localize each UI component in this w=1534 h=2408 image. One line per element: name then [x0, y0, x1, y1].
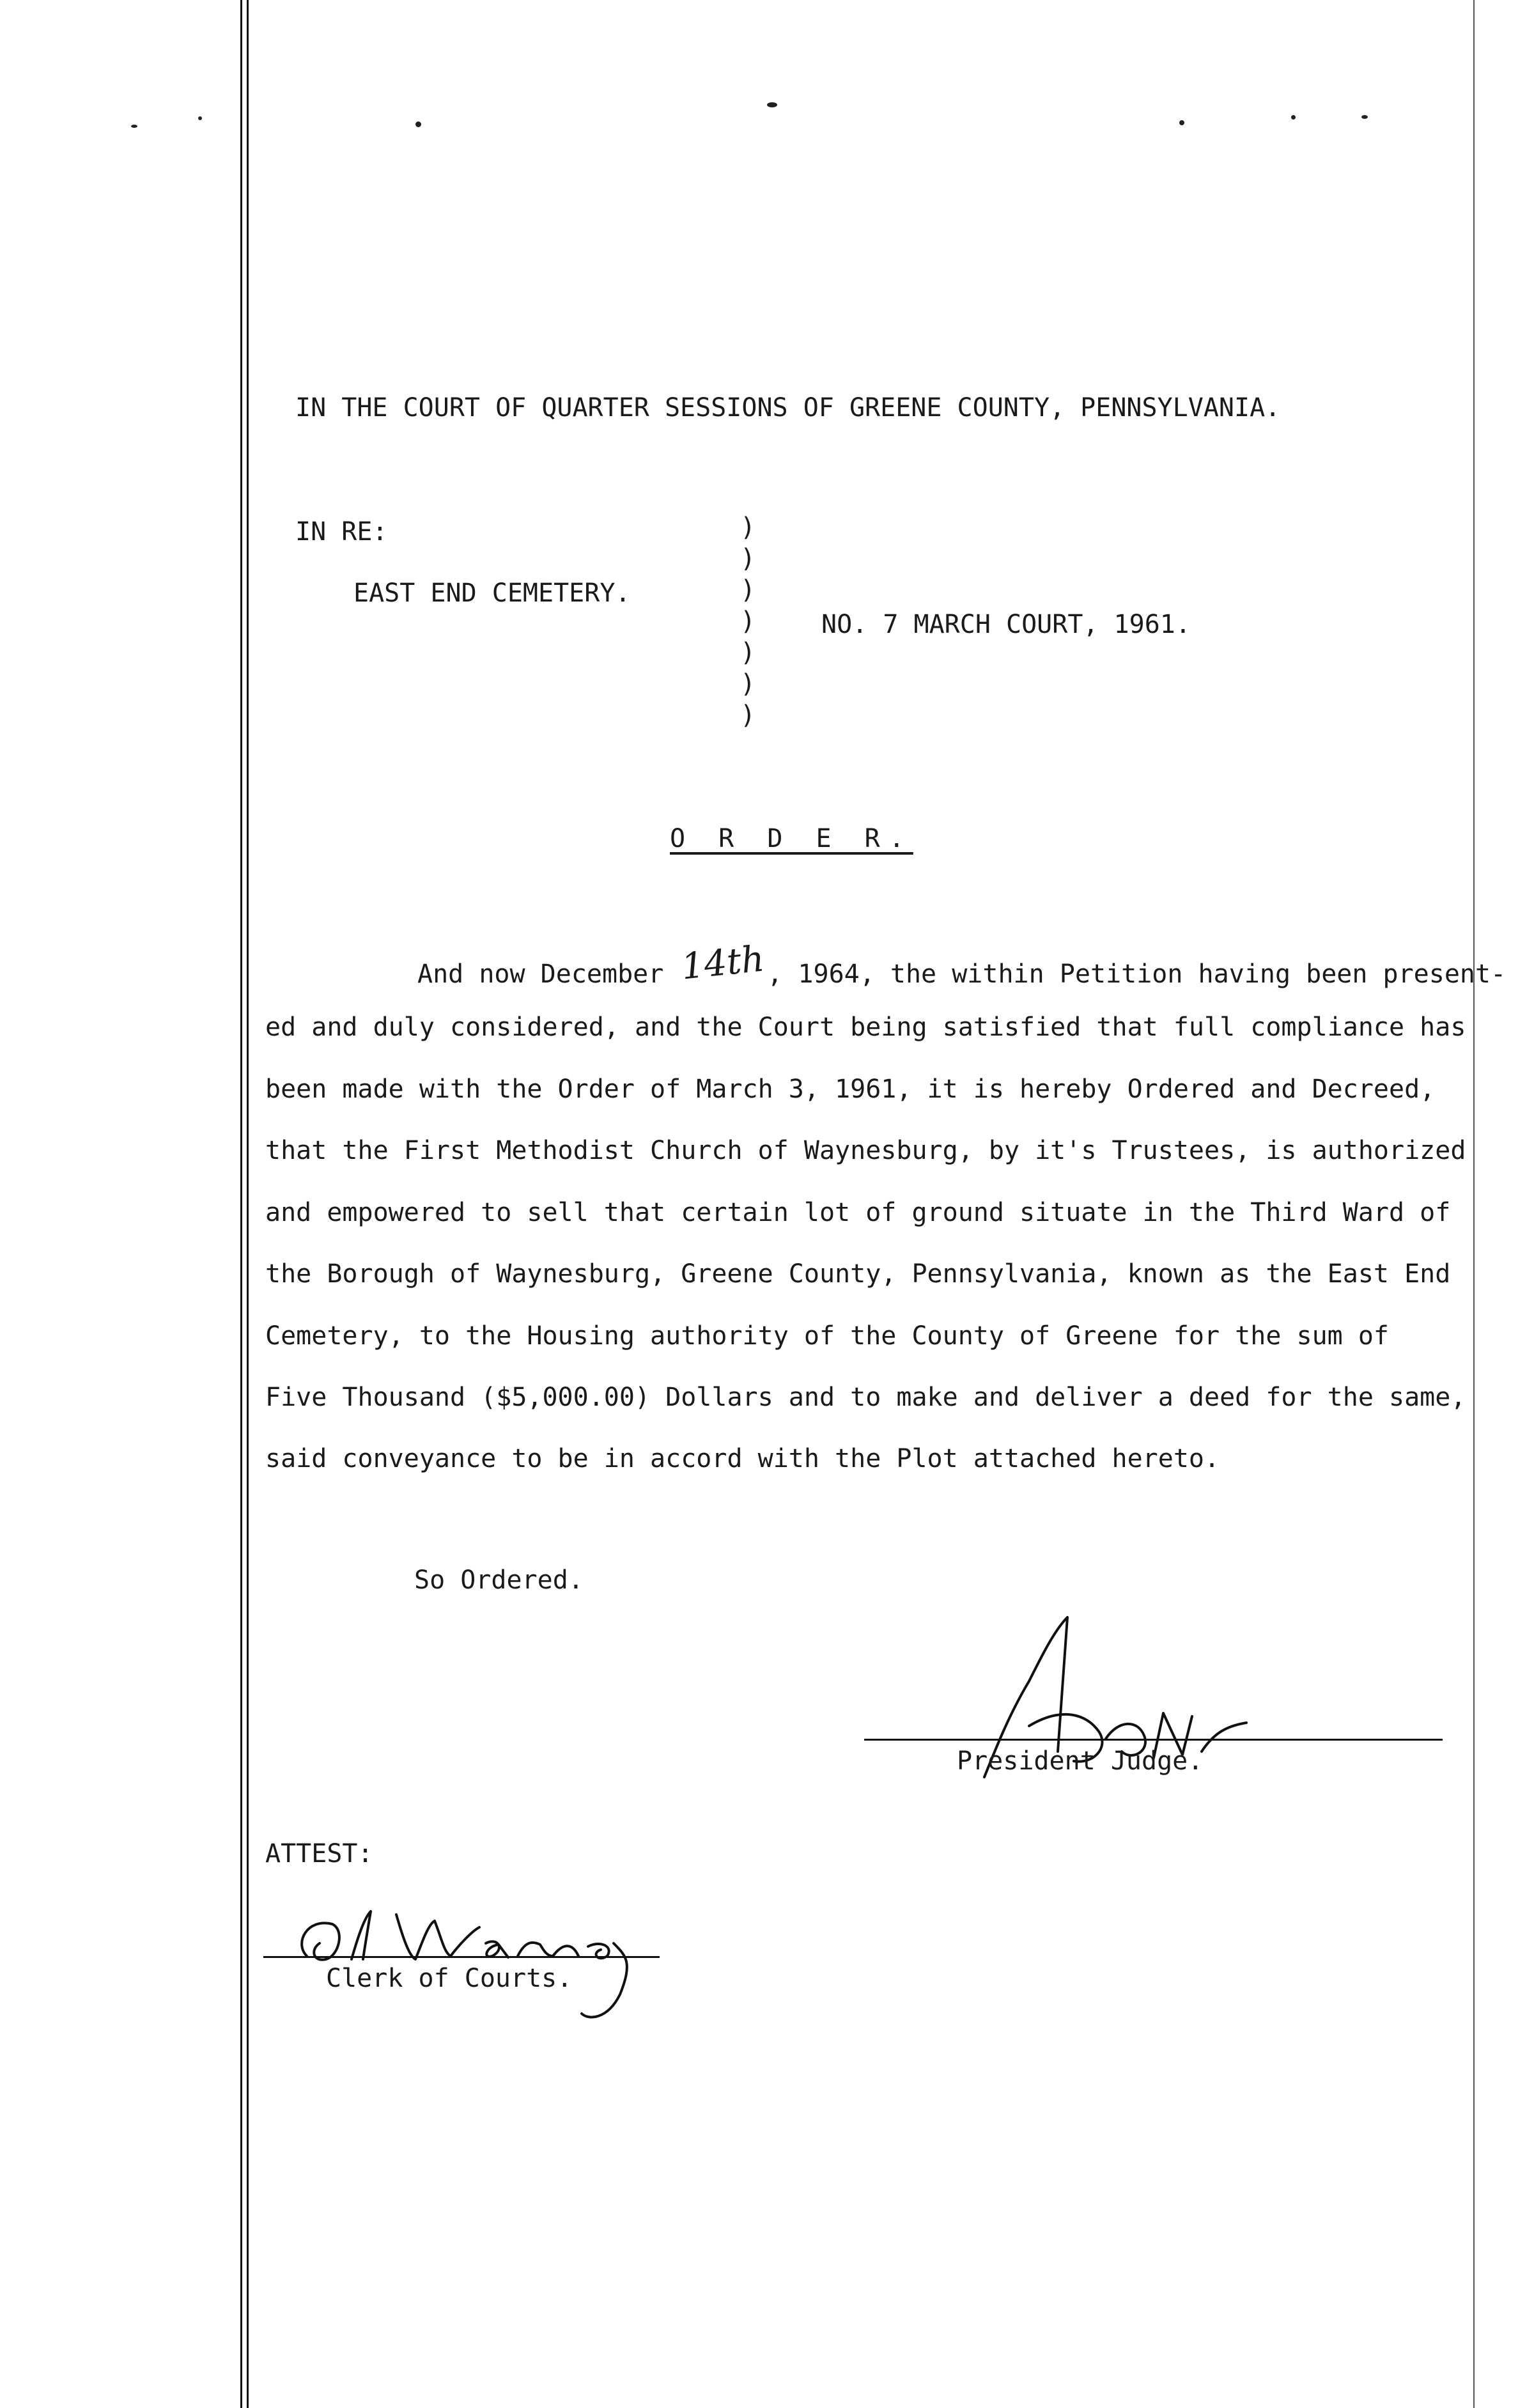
order-body-line: Cemetery, to the Housing authority of the County of Greene for the sum of: [265, 1321, 1389, 1351]
scan-speck: [767, 102, 777, 107]
clerk-title: Clerk of Courts.: [326, 1964, 573, 1993]
caption-bracket: ): [740, 513, 756, 542]
order-body-line: the Borough of Waynesburg, Greene County, Pennsylvania, known as the East End: [265, 1259, 1451, 1289]
judge-signature-line: [864, 1739, 1443, 1741]
order-body-line: Five Thousand ($5,000.00) Dollars and to make and deliver a deed for the same,: [265, 1383, 1466, 1412]
caption-bracket: ): [740, 607, 756, 636]
date-prefix: And now December: [417, 959, 679, 989]
caption-bracket: ): [740, 638, 756, 667]
scan-speck: [131, 125, 137, 128]
order-body-line: said conveyance to be in accord with the Plot attached hereto.: [265, 1444, 1220, 1473]
court-heading: IN THE COURT OF QUARTER SESSIONS OF GREENE COUNTY, PENNSYLVANIA.: [295, 393, 1281, 423]
clerk-signature-line: [263, 1956, 660, 1958]
handwritten-date: 14th: [679, 938, 767, 988]
caption-bracket: ): [740, 575, 756, 605]
caption-bracket: ): [740, 701, 756, 730]
matter-name: EAST END CEMETERY.: [353, 579, 631, 608]
scan-speck: [1179, 120, 1184, 125]
judge-title: President Judge.: [957, 1746, 1204, 1776]
caption-bracket: ): [740, 544, 756, 573]
order-body-line: been made with the Order of March 3, 1961, it is hereby Ordered and Decreed,: [265, 1075, 1436, 1104]
margin-rule-inner: [247, 0, 249, 2408]
order-body-line: ed and duly considered, and the Court being satisfied that full compliance has: [265, 1013, 1466, 1042]
scan-speck: [1361, 115, 1368, 119]
order-body-line: that the First Methodist Church of Waynesburg, by it's Trustees, is authorized: [265, 1136, 1466, 1165]
caption-bracket: ): [740, 669, 756, 699]
in-re-label: IN RE:: [295, 517, 388, 547]
scan-speck: [415, 121, 421, 127]
attest-label: ATTEST:: [265, 1839, 373, 1868]
scan-speck: [1291, 115, 1296, 120]
clerk-signature: [288, 1899, 652, 2026]
margin-rule-outer: [240, 0, 242, 2408]
closing-text: So Ordered.: [414, 1565, 584, 1595]
order-body-line: [417, 938, 1507, 989]
order-title: O R D E R.: [670, 824, 913, 853]
scan-speck: [198, 116, 202, 120]
right-edge-rule: [1473, 0, 1475, 2408]
case-number: NO. 7 MARCH COURT, 1961.: [821, 610, 1191, 639]
date-suffix: , 1964, the within Petition having been present-: [767, 959, 1507, 989]
order-body-line: and empowered to sell that certain lot of ground situate in the Third Ward of: [265, 1198, 1451, 1227]
